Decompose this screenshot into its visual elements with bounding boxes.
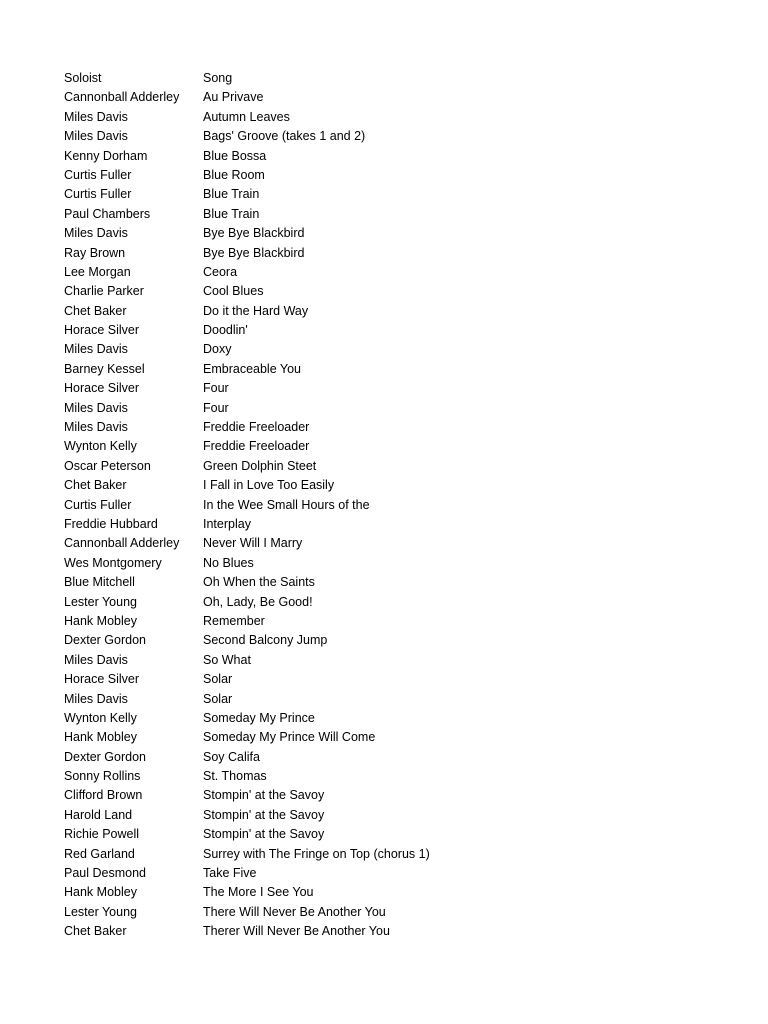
song-cell: Four — [203, 400, 229, 415]
song-cell: Stompin' at the Savoy — [203, 807, 325, 822]
song-cell: The More I See You — [203, 885, 314, 900]
table-row — [64, 612, 704, 631]
song-cell: Blue Train — [203, 187, 260, 202]
soloist-cell: Cannonball Adderley — [64, 90, 180, 105]
soloist-cell: Wynton Kelly — [64, 439, 137, 454]
table-row — [64, 147, 704, 166]
soloist-cell: Wes Montgomery — [64, 555, 162, 570]
table-row — [64, 922, 704, 941]
table-row — [64, 651, 704, 670]
soloist-cell: Oscar Peterson — [64, 458, 151, 473]
song-cell: Blue Room — [203, 167, 265, 182]
table-row — [64, 534, 704, 553]
soloist-cell: Miles Davis — [64, 420, 128, 435]
table-row — [64, 825, 704, 844]
table-row — [64, 767, 704, 786]
table-row — [64, 282, 704, 301]
song-cell: Au Privave — [203, 90, 264, 105]
soloist-cell: Paul Chambers — [64, 206, 151, 221]
soloist-cell: Hank Mobley — [64, 613, 137, 628]
soloist-cell: Charlie Parker — [64, 284, 144, 299]
soloist-cell: Miles Davis — [64, 226, 128, 241]
song-cell: In the Wee Small Hours of the — [203, 497, 370, 512]
table-body — [64, 88, 704, 941]
song-cell: Autumn Leaves — [203, 109, 290, 124]
table-row — [64, 360, 704, 379]
table-row — [64, 806, 704, 825]
soloist-cell: Hank Mobley — [64, 730, 137, 745]
soloist-cell: Cannonball Adderley — [64, 536, 180, 551]
soloist-cell: Wynton Kelly — [64, 710, 137, 725]
table-row — [64, 166, 704, 185]
table-row — [64, 748, 704, 767]
song-cell: Oh When the Saints — [203, 575, 315, 590]
song-cell: There Will Never Be Another You — [203, 904, 386, 919]
table-row — [64, 224, 704, 243]
soloist-cell: Dexter Gordon — [64, 749, 146, 764]
table-row — [64, 263, 704, 282]
solo-transcription-table — [64, 69, 704, 942]
soloist-cell: Richie Powell — [64, 827, 140, 842]
soloist-cell: Hank Mobley — [64, 885, 137, 900]
soloist-cell: Chet Baker — [64, 924, 127, 939]
song-cell: Second Balcony Jump — [203, 633, 328, 648]
soloist-cell: Miles Davis — [64, 342, 128, 357]
song-cell: Someday My Prince — [203, 710, 315, 725]
table-row — [64, 457, 704, 476]
song-cell: Never Will I Marry — [203, 536, 303, 551]
song-cell: Bye Bye Blackbird — [203, 245, 305, 260]
song-cell: Bye Bye Blackbird — [203, 226, 305, 241]
table-row — [64, 321, 704, 340]
table-row — [64, 845, 704, 864]
table-row — [64, 496, 704, 515]
song-cell: Freddie Freeloader — [203, 439, 310, 454]
table-row — [64, 340, 704, 359]
song-cell: Green Dolphin Steet — [203, 458, 317, 473]
table-row — [64, 709, 704, 728]
table-row — [64, 379, 704, 398]
song-cell: Someday My Prince Will Come — [203, 730, 376, 745]
song-cell: St. Thomas — [203, 769, 267, 784]
soloist-cell: Horace Silver — [64, 323, 140, 338]
soloist-cell: Dexter Gordon — [64, 633, 146, 648]
song-cell: Interplay — [203, 516, 251, 531]
song-cell: Blue Train — [203, 206, 260, 221]
song-cell: Ceora — [203, 264, 238, 279]
song-cell: Do it the Hard Way — [203, 303, 309, 318]
table-row — [64, 786, 704, 805]
table-row — [64, 88, 704, 107]
soloist-cell: Blue Mitchell — [64, 575, 135, 590]
soloist-cell: Miles Davis — [64, 400, 128, 415]
song-cell: Therer Will Never Be Another You — [203, 924, 390, 939]
table-row — [64, 244, 704, 263]
table-row — [64, 127, 704, 146]
soloist-cell: Chet Baker — [64, 478, 127, 493]
soloist-cell: Clifford Brown — [64, 788, 143, 803]
song-cell: I Fall in Love Too Easily — [203, 478, 335, 493]
table-row — [64, 108, 704, 127]
soloist-cell: Miles Davis — [64, 691, 128, 706]
table-row — [64, 728, 704, 747]
table-row — [64, 631, 704, 650]
soloist-cell: Miles Davis — [64, 129, 128, 144]
song-cell: Bags' Groove (takes 1 and 2) — [203, 129, 366, 144]
table-row — [64, 690, 704, 709]
soloist-cell: Paul Desmond — [64, 866, 146, 881]
song-cell: Stompin' at the Savoy — [203, 788, 325, 803]
column-header-song: Song — [203, 71, 233, 85]
table-row — [64, 515, 704, 534]
soloist-cell: Horace Silver — [64, 381, 140, 396]
soloist-cell: Sonny Rollins — [64, 769, 141, 784]
soloist-cell: Curtis Fuller — [64, 167, 132, 182]
column-header-soloist: Soloist — [64, 71, 102, 85]
song-cell: Stompin' at the Savoy — [203, 827, 325, 842]
table-row — [64, 399, 704, 418]
song-cell: Doodlin' — [203, 323, 248, 338]
song-cell: Solar — [203, 672, 233, 687]
soloist-cell: Lester Young — [64, 594, 137, 609]
table-row — [64, 593, 704, 612]
table-row — [64, 883, 704, 902]
soloist-cell: Kenny Dorham — [64, 148, 148, 163]
soloist-cell: Red Garland — [64, 846, 135, 861]
soloist-cell: Miles Davis — [64, 109, 128, 124]
table-row — [64, 476, 704, 495]
soloist-cell: Lester Young — [64, 904, 137, 919]
song-cell: Freddie Freeloader — [203, 420, 310, 435]
soloist-cell: Chet Baker — [64, 303, 127, 318]
table-header-row — [64, 69, 704, 88]
song-cell: Oh, Lady, Be Good! — [203, 594, 313, 609]
table-row — [64, 903, 704, 922]
soloist-cell: Miles Davis — [64, 652, 128, 667]
soloist-cell: Harold Land — [64, 807, 133, 822]
song-cell: Surrey with The Fringe on Top (chorus 1) — [203, 846, 430, 861]
soloist-cell: Horace Silver — [64, 672, 140, 687]
table-row — [64, 864, 704, 883]
table-row — [64, 670, 704, 689]
song-cell: Cool Blues — [203, 284, 264, 299]
song-cell: Blue Bossa — [203, 148, 267, 163]
table-row — [64, 418, 704, 437]
soloist-cell: Barney Kessel — [64, 361, 145, 376]
song-cell: Embraceable You — [203, 361, 301, 376]
song-cell: Solar — [203, 691, 233, 706]
soloist-cell: Ray Brown — [64, 245, 126, 260]
soloist-cell: Freddie Hubbard — [64, 516, 158, 531]
table-row — [64, 205, 704, 224]
song-cell: No Blues — [203, 555, 254, 570]
table-row — [64, 573, 704, 592]
song-cell: Remember — [203, 613, 265, 628]
song-cell: Four — [203, 381, 229, 396]
song-cell: Take Five — [203, 866, 257, 881]
table-row — [64, 554, 704, 573]
song-cell: Soy Califa — [203, 749, 260, 764]
soloist-cell: Curtis Fuller — [64, 497, 132, 512]
table-row — [64, 302, 704, 321]
song-cell: Doxy — [203, 342, 232, 357]
table-row — [64, 185, 704, 204]
soloist-cell: Curtis Fuller — [64, 187, 132, 202]
song-cell: So What — [203, 652, 251, 667]
table-row — [64, 437, 704, 456]
soloist-cell: Lee Morgan — [64, 264, 131, 279]
